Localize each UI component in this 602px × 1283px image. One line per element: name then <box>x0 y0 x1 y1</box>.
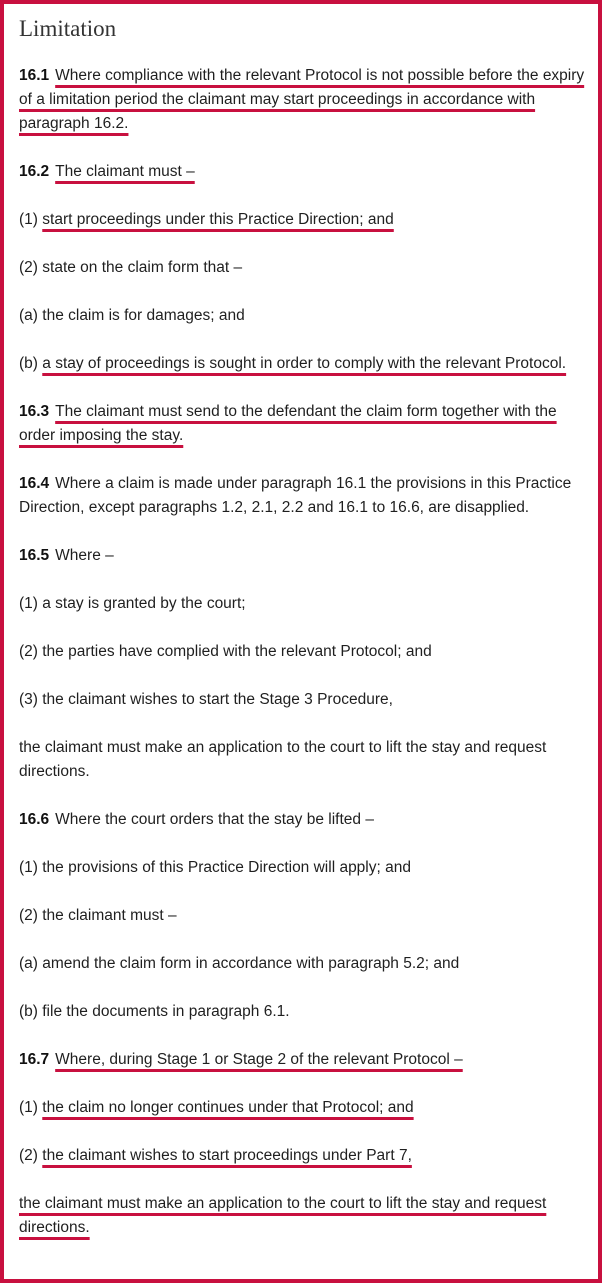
paragraph-number: 16.2 <box>19 163 50 180</box>
paragraph-number: 16.3 <box>19 403 50 420</box>
paragraph-16-3 <box>19 400 597 448</box>
paragraph-number: 16.1 <box>19 67 50 84</box>
paragraph-text: Where a claim is made under paragraph 16.1 the provisions in this Practice Direction, except paragraphs 1.2, 2.1, 2.2 and 16.1 to 16.6, are disapplied. <box>19 475 572 516</box>
highlighted-text: Where, during Stage 1 or Stage 2 of the relevant Protocol – <box>55 1051 463 1068</box>
list-item: (2) the claimant must – <box>19 907 177 924</box>
paragraph-number: 16.4 <box>19 475 50 492</box>
list-text: the claim is for damages; and <box>42 307 245 324</box>
closing-text: the claimant must make an application to the court to lift the stay and request directions. <box>19 739 547 780</box>
paragraph-16-7 <box>19 1048 597 1072</box>
list-item: (3) the claimant wishes to start the Stage 3 Procedure, <box>19 691 393 708</box>
list-marker: (2) <box>19 259 38 276</box>
list-marker: (1) <box>19 211 38 228</box>
paragraph-16-6 <box>19 808 597 832</box>
paragraph-number: 16.6 <box>19 811 50 828</box>
list-item <box>19 1096 597 1120</box>
list-marker: (1) <box>19 1099 38 1116</box>
list-marker: (2) <box>19 1147 38 1164</box>
paragraph-16-2 <box>19 160 597 184</box>
closing-text <box>19 1192 597 1240</box>
list-item <box>19 208 597 232</box>
highlighted-text: a stay of proceedings is sought in order to comply with the relevant Protocol. <box>42 355 567 372</box>
highlighted-text: The claimant must send to the defendant the claim form together with the order imposing the stay. <box>19 403 557 444</box>
paragraph-text: Where the court orders that the stay be lifted – <box>55 811 374 828</box>
paragraph-16-1 <box>19 64 597 136</box>
highlighted-text: Where compliance with the relevant Protocol is not possible before the expiry of a limitation period the claimant may start proceedings in accordance with paragraph 16.2. <box>19 67 585 132</box>
list-item: (2) the parties have complied with the relevant Protocol; and <box>19 643 432 660</box>
highlighted-text: the claimant wishes to start proceedings under Part 7, <box>42 1147 412 1164</box>
section-heading: Limitation <box>19 16 117 41</box>
paragraph-number: 16.7 <box>19 1051 50 1068</box>
list-marker: (b) <box>19 355 38 372</box>
list-item <box>19 352 597 376</box>
document-content <box>19 14 597 1264</box>
paragraph-number: 16.5 <box>19 547 50 564</box>
highlighted-text: start proceedings under this Practice Direction; and <box>42 211 394 228</box>
highlighted-text: The claimant must – <box>55 163 195 180</box>
list-item: (a) amend the claim form in accordance with paragraph 5.2; and <box>19 955 460 972</box>
highlighted-text: the claimant must make an application to the court to lift the stay and request directions. <box>19 1195 547 1236</box>
paragraph-16-5 <box>19 544 597 568</box>
paragraph-text: Where – <box>55 547 114 564</box>
list-item <box>19 256 597 280</box>
paragraph-16-4 <box>19 472 597 520</box>
list-item <box>19 1144 597 1168</box>
list-item <box>19 304 597 328</box>
list-text: state on the claim form that – <box>42 259 243 276</box>
highlighted-text: the claim no longer continues under that Protocol; and <box>42 1099 414 1116</box>
list-item: (1) a stay is granted by the court; <box>19 595 246 612</box>
list-marker: (a) <box>19 307 38 324</box>
list-item: (b) file the documents in paragraph 6.1. <box>19 1003 290 1020</box>
list-item: (1) the provisions of this Practice Direction will apply; and <box>19 859 411 876</box>
